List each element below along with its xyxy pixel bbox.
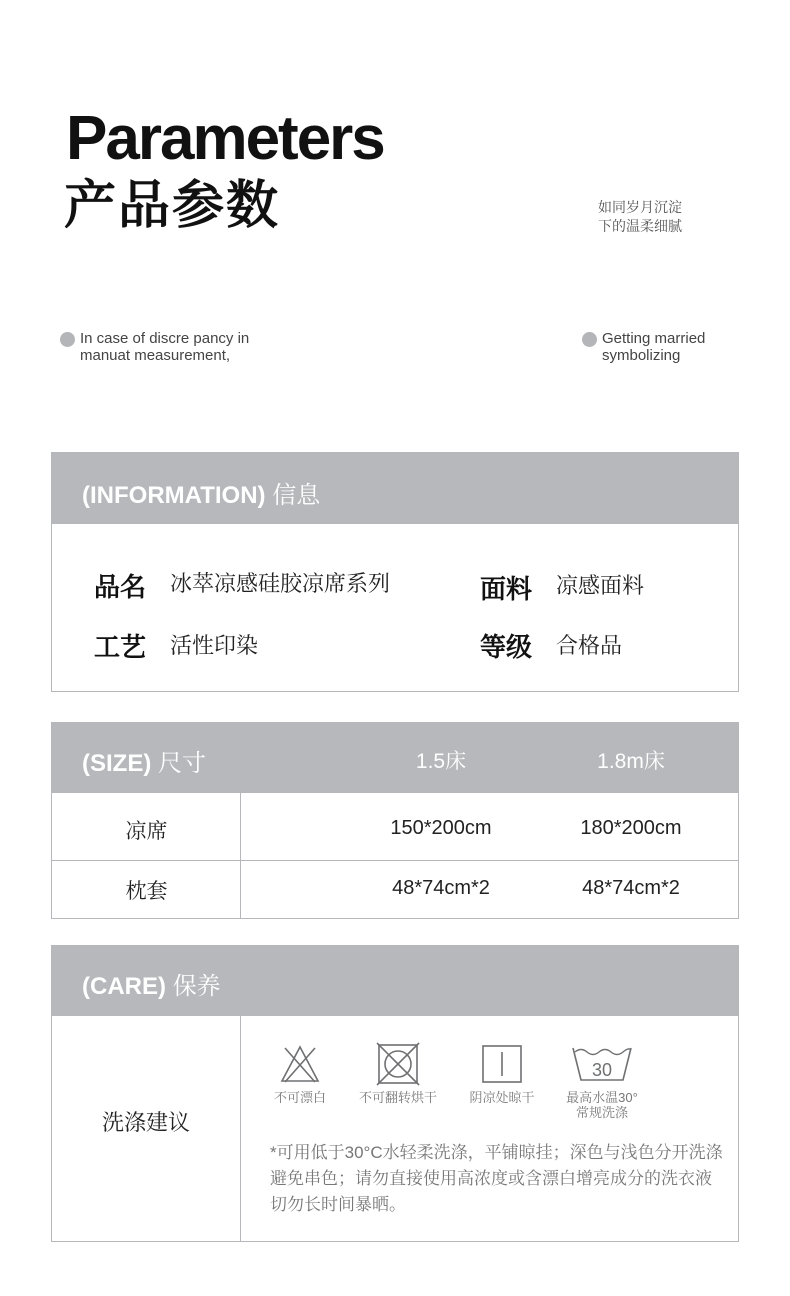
care-label: 洗涤建议 — [101, 1110, 190, 1135]
info-key-craft: 工艺 — [94, 632, 147, 662]
care-item-no-tumble-dry — [352, 1042, 444, 1105]
care-caption: 最高水温30° — [566, 1090, 638, 1105]
note-left — [60, 330, 310, 366]
information-heading: (INFORMATION) 信息 — [82, 482, 321, 509]
care-text-line: *可用低于30°C水轻柔洗涤，平铺晾挂；深色与浅色分开洗涤 — [270, 1143, 723, 1162]
note-line: In case of discre pancy in — [80, 330, 250, 347]
size-section — [51, 722, 739, 919]
care-text-line: 切勿长时间暴晒。 — [270, 1195, 406, 1214]
bullet-dot-icon — [60, 332, 75, 347]
info-value-grade: 合格品 — [556, 633, 623, 658]
page-title-chinese: 产品参数 — [64, 177, 281, 235]
row-label: 枕套 — [125, 880, 168, 903]
column-divider — [240, 1016, 241, 1241]
wash-temp-text: 30 — [591, 1060, 613, 1080]
cell-value: 180*200cm — [580, 817, 682, 839]
bullet-dot-icon — [582, 332, 597, 347]
care-text-line: 避免串色；请勿直接使用高浓度或含漂白增亮成分的洗衣液 — [270, 1169, 712, 1188]
care-header — [52, 946, 738, 1016]
size-column-1-8: 1.8m床 — [597, 750, 665, 773]
size-heading: (SIZE) 尺寸 — [82, 750, 207, 777]
cell-value: 48*74cm*2 — [392, 877, 490, 899]
information-header — [52, 453, 738, 524]
care-item-shade-dry — [460, 1044, 544, 1105]
info-key-fabric: 面料 — [480, 574, 533, 604]
information-section — [51, 452, 739, 692]
table-row — [52, 792, 738, 861]
info-key-grade: 等级 — [480, 632, 533, 662]
care-heading: (CARE) 保养 — [82, 973, 221, 1000]
info-value-craft: 活性印染 — [170, 633, 259, 658]
care-section — [51, 945, 739, 1242]
info-key-product-name: 品名 — [94, 572, 147, 602]
care-item-wash-30 — [558, 1044, 646, 1120]
info-value-fabric: 凉感面料 — [556, 573, 645, 598]
cell-value: 48*74cm*2 — [582, 877, 680, 899]
care-caption: 不可翻转烘干 — [358, 1090, 437, 1105]
note-line: manuat measurement, — [80, 347, 231, 364]
note-right — [582, 330, 762, 366]
wash-30-icon — [571, 1044, 633, 1084]
tagline — [598, 198, 682, 236]
info-value-product-name: 冰萃凉感硅胶凉席系列 — [170, 571, 391, 596]
note-line: Getting married — [602, 330, 706, 347]
table-row — [52, 860, 738, 919]
size-header — [52, 723, 738, 792]
no-tumble-dry-icon — [376, 1042, 420, 1086]
note-line: symbolizing — [602, 347, 681, 364]
cell-value: 150*200cm — [390, 817, 492, 839]
care-caption: 常规洗涤 — [575, 1105, 628, 1120]
care-instructions — [270, 1140, 726, 1218]
line-dry-shade-icon — [481, 1044, 523, 1084]
care-caption: 阴凉处晾干 — [469, 1090, 535, 1105]
row-label: 凉席 — [125, 820, 168, 843]
size-column-1-5: 1.5床 — [415, 750, 467, 773]
care-caption: 不可漂白 — [273, 1090, 326, 1105]
no-bleach-icon — [279, 1044, 321, 1084]
tagline-line: 如同岁月沉淀 — [598, 199, 682, 215]
care-item-no-bleach — [264, 1044, 336, 1105]
page-title-english: Parameters — [66, 104, 384, 173]
tagline-line: 下的温柔细腻 — [598, 218, 682, 234]
